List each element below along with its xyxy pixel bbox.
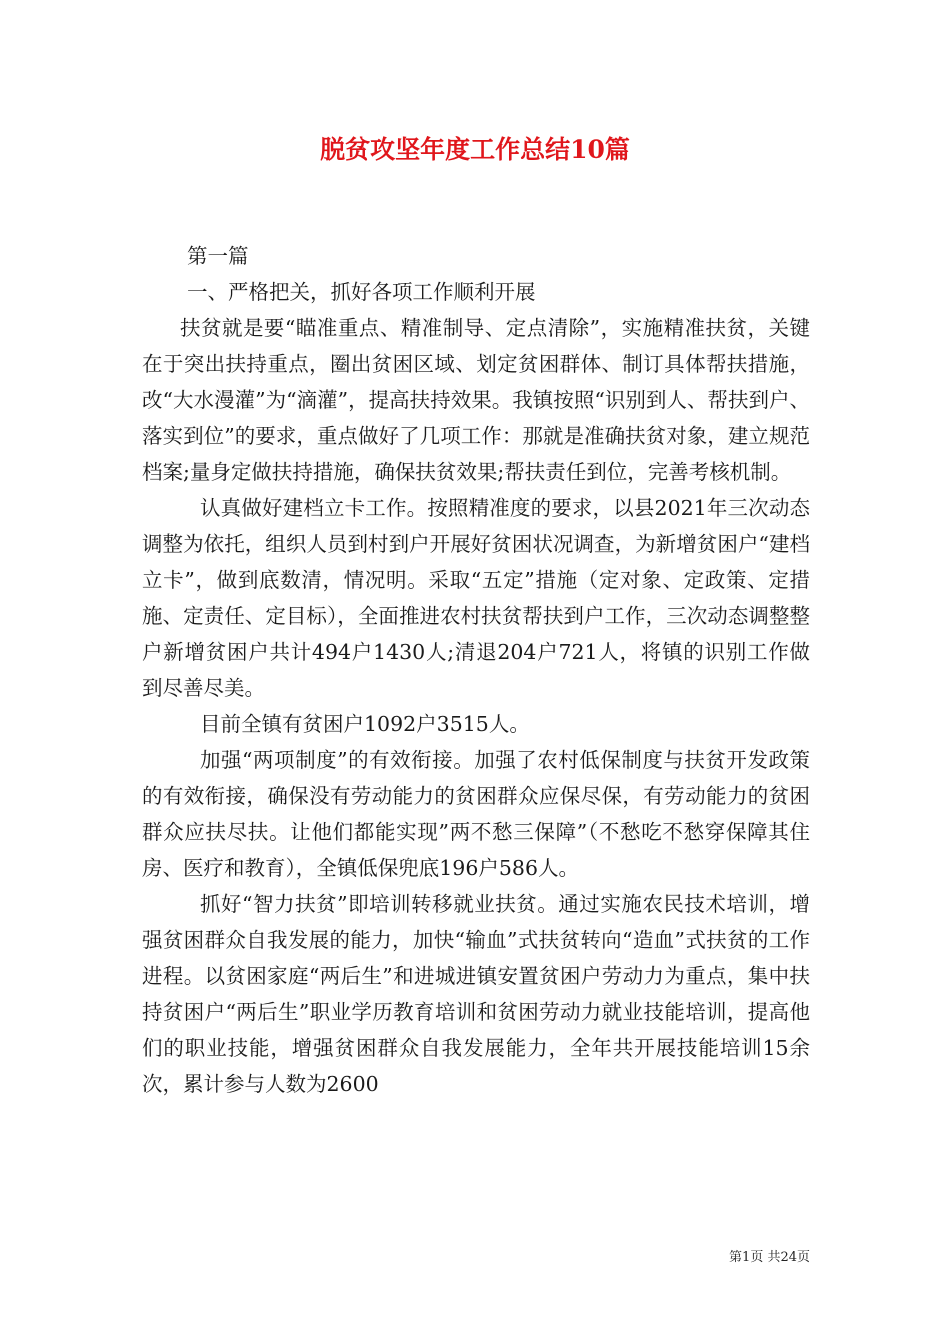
section-label: 第一篇 [187,244,249,268]
paragraph-two-systems: 加强“两项制度”的有效衔接。加强了农村低保制度与扶贫开发政策的有效衔接，确保没有劳动能力的贫困群众应保尽保，有劳动能力的贫困群众应扶尽扶。让他们都能实现”两不愁三保障”（不愁吃不愁穿保障其住房、医疗和教育），全镇低保兜底196户586人。 [142,748,810,880]
paragraph-precision-poverty: 扶贫就是要“瞄准重点、精准制导、定点清除”，实施精准扶贫，关键在于突出扶持重点，圈出贫困区域、划定贫困群体、制订具体帮扶措施，改“大水漫灌”为“滴灌”，提高扶持效果。我镇按照“识别到人、帮扶到户、落实到位”的要求，重点做好了几项工作：那就是准确扶贫对象，建立规范档案;量身定做扶持措施，确保扶贫效果;帮扶责任到位，完善考核机制。 [142,316,810,484]
paragraph-filing-cards: 认真做好建档立卡工作。按照精准度的要求，以县2021年三次动态调整为依托，组织人员到村到户开展好贫困状况调查，为新增贫困户“建档立卡”，做到底数清，情况明。采取“五定”措施（定对象、定政策、定措施、定责任、定目标），全面推进农村扶贫帮扶到户工作，三次动态调整整户新增贫困户共计494户1430人;清退204户721人，将镇的识别工作做到尽善尽美。 [142,496,810,700]
section-heading: 一、严格把关，抓好各项工作顺利开展 [187,280,536,304]
document-body [142,238,810,1102]
page-number: 第1页 共24页 [729,1250,810,1265]
document-title: 脱贫攻坚年度工作总结10篇 [320,135,630,164]
paragraph-current-count: 目前全镇有贫困户1092户3515人。 [200,712,530,736]
paragraph-intellectual-aid: 抓好“智力扶贫”即培训转移就业扶贫。通过实施农民技术培训，增强贫困群众自我发展的能力，加快“输血”式扶贫转向“造血”式扶贫的工作进程。以贫困家庭“两后生”和进城进镇安置贫困户劳动力为重点，集中扶持贫困户“两后生”职业学历教育培训和贫困劳动力就业技能培训，提高他们的职业技能，增强贫困群众自我发展能力，全年共开展技能培训15余次，累计参与人数为2600 [142,892,810,1096]
